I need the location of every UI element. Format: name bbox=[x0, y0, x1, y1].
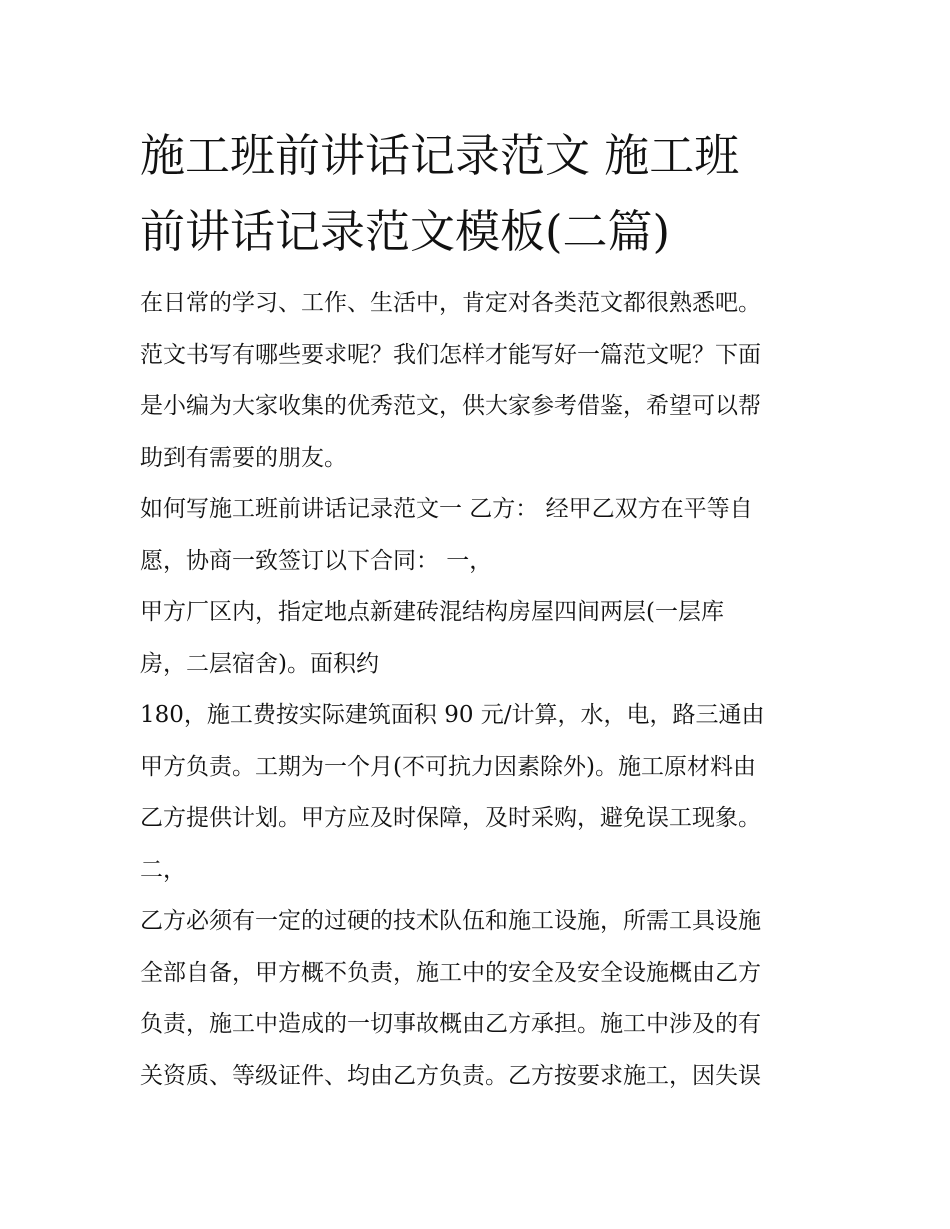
body-line: 在日常的学习、工作、生活中，肯定对各类范文都很熟悉吧。 bbox=[140, 290, 761, 316]
body-line: 180，施工费按实际建筑面积 90 元/计算，水，电，路三通由 bbox=[140, 702, 765, 728]
body-line: 二， bbox=[140, 856, 186, 883]
body-line: 乙方必须有一定的过硬的技术队伍和施工设施，所需工具设施 bbox=[140, 908, 761, 934]
document-body bbox=[140, 278, 820, 1102]
body-line: 负责，施工中造成的一切事故概由乙方承担。施工中涉及的有 bbox=[140, 1011, 761, 1037]
body-line: 如何写施工班前讲话记录范文一 乙方： 经甲乙双方在平等自 bbox=[140, 496, 753, 522]
title-line: 施工班前讲话记录范文 施工班 bbox=[140, 129, 740, 182]
document-title bbox=[140, 118, 820, 270]
body-line: 范文书写有哪些要求呢？我们怎样才能写好一篇范文呢？下面 bbox=[140, 341, 761, 368]
body-line: 房，二层宿舍)。面积约 bbox=[140, 650, 379, 677]
body-line: 全部自备，甲方概不负责，施工中的安全及安全设施概由乙方 bbox=[140, 959, 761, 986]
body-line: 甲方负责。工期为一个月(不可抗力因素除外)。施工原材料由 bbox=[140, 753, 756, 780]
body-line: 助到有需要的朋友。 bbox=[140, 444, 347, 471]
body-line: 甲方厂区内，指定地点新建砖混结构房屋四间两层(一层库 bbox=[140, 599, 724, 625]
title-line: 前讲话记录范文模板(二篇) bbox=[140, 205, 671, 258]
body-line: 乙方提供计划。甲方应及时保障，及时采购，避免误工现象。 bbox=[140, 805, 761, 831]
body-line: 关资质、等级证件、均由乙方负责。乙方按要求施工，因失误 bbox=[140, 1062, 761, 1089]
body-line: 愿，协商一致签订以下合同： 一， bbox=[140, 547, 493, 574]
body-line: 是小编为大家收集的优秀范文，供大家参考借鉴，希望可以帮 bbox=[140, 393, 761, 419]
